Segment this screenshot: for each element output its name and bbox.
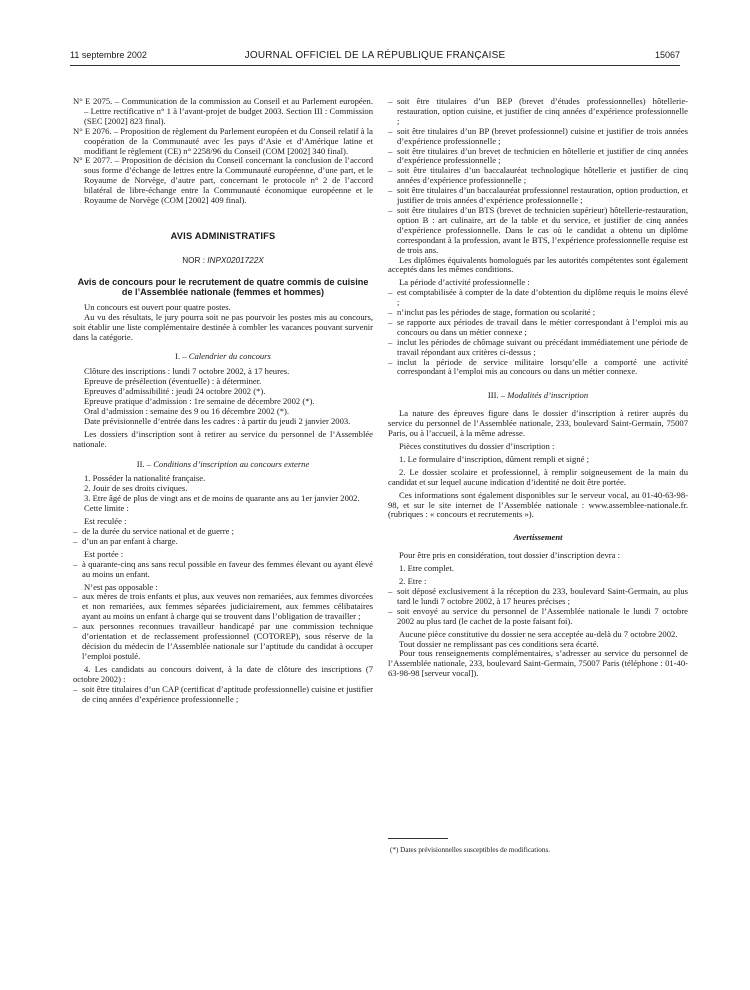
page-header — [70, 50, 680, 64]
pieces-intro: Pièces constitutives du dossier d’inscription : — [399, 441, 555, 451]
nor-reference — [73, 256, 373, 266]
list-item: – aux personnes reconnues travailleur handicapé par une commission technique d’orientation et de reclassement professionnel (COTOREP), sous réserve de la décision du médecin de l’Assemblée nationale sur l’aptitude du candidat à occuper l’emploi postulé. — [73, 621, 373, 661]
nor-label: NOR : — [182, 255, 205, 265]
footnote-rule — [388, 838, 448, 839]
list-item: – soit être titulaires d’un brevet de technicien en hôtellerie et justifier de cinq années d’expérience professionnelle ; — [388, 145, 688, 166]
cette-limite: Cette limite : — [84, 503, 129, 514]
piece-1: 1. Le formulaire d’inscription, dûment rempli et signé ; — [399, 453, 589, 464]
piece-2: 2. Le dossier scolaire et professionnel, à remplir soigneusement de la main du candidat et sur lequel aucune indication d’identité ne doit être portée. — [388, 466, 688, 487]
diplomes-paragraph: Les diplômes équivalents homologués par les autorités compétentes sont également acceptés dans les mêmes conditions. — [388, 254, 688, 275]
list-item: – soit être titulaires d’un BTS (brevet de technicien supérieur) hôtellerie-restauration, option B : art culinaire, art de la table et du service, et justifier de cinq années d’expérience professionnelle. Dans le cas où le candidat a obtenu un diplôme correspondant à la profession, avant le BTS, l’expérience professionnelle requise est de trois ans. — [388, 204, 688, 255]
list-item: – soit être titulaires d’un BEP (brevet d’études professionnelles) hôtellerie-restauration, option cuisine, et justifier de cinq années d’expérience professionnelle ; — [388, 96, 688, 126]
calendar-line: Epreuve pratique d’admission : 1re semaine de décembre 2002 (*). — [84, 396, 315, 407]
list-item: – inclut la période de service militaire lorsqu’elle a comporté une activité correspondant à l’emploi mis au concours ou dans un métier connexe. — [388, 356, 688, 377]
footnote: (*) Dates prévisionnelles susceptibles de modifications. — [390, 846, 551, 854]
calendar-line: Date prévisionnelle d’entrée dans les cadres : à partir du jeudi 2 janvier 2003. — [84, 415, 351, 426]
est-portee: Est portée : — [84, 548, 124, 559]
list-item: – de la durée du service national et de guerre ; — [73, 526, 234, 536]
condition-2: 2. Jouir de ses droits civiques. — [84, 483, 188, 494]
nature-paragraph: La nature des épreuves figure dans le dossier d’inscription à retirer auprès du service du personnel de l’Assemblée nationale, 233, boulevard Saint-Germain, 75007 Paris, ou à l’accueil, à la même adresse. — [388, 408, 688, 439]
nor-value: INPX0201722X — [207, 255, 264, 265]
list-item: – aux mères de trois enfants et plus, aux veuves non remariées, aux femmes divorcées et non remariées, aux femmes séparées judiciairement, aux femmes célibataires ayant au moins un enfant à charge qui se trouvent dans l’obligation de travailler ; — [73, 591, 373, 622]
nest-pas-opposable: N’est pas opposable : — [84, 581, 158, 592]
dossiers-paragraph: Les dossiers d’inscription sont à retirer au service du personnel de l’Assemblée nationale. — [73, 428, 373, 449]
avert-1: 1. Etre complet. — [399, 563, 454, 574]
avis-title: Avis de concours pour le recrutement de quatre commis de cuisine de l’Assemblée nationale (femmes et hommes) — [77, 276, 369, 297]
calendar-line: Epreuve de présélection (éventuelle) : à déterminer. — [84, 376, 262, 387]
intro-paragraph: Un concours est ouvert pour quatre postes. — [84, 301, 231, 312]
list-item: – soit envoyé au service du personnel de l’Assemblée nationale le lundi 7 octobre 2002 au plus tard (le cachet de la poste faisant foi). — [388, 605, 688, 626]
section-title-calendar: I. – Calendrier du concours — [175, 351, 271, 362]
section-title-conditions: II. – Conditions d’inscription au concours externe — [136, 458, 310, 469]
avertissement-title: Avertissement — [513, 532, 563, 543]
calendar-line: Oral d’admission : semaine des 9 ou 16 décembre 2002 (*). — [84, 405, 290, 416]
periode-intro: La période d’activité professionnelle : — [399, 277, 530, 288]
list-item: – inclut les périodes de chômage suivant ou précédant immédiatement une période de travail répondant aux critères ci-dessus ; — [388, 336, 688, 357]
aucune-piece: Aucune pièce constitutive du dossier ne sera acceptée au-delà du 7 octobre 2002. — [399, 628, 678, 639]
list-item: – est comptabilisée à compter de la date d’obtention du diplôme requis le moins élevé ; — [388, 287, 688, 308]
section-heading-avis: AVIS ADMINISTRATIFS — [170, 230, 276, 241]
list-item: – se rapporte aux périodes de travail dans le métier correspondant à l’emploi mis au concours ou dans un métier connexe ; — [388, 316, 688, 337]
list-item: – soit déposé exclusivement à la réception du 233, boulevard Saint-Germain, au plus tard le lundi 7 octobre 2002, à 17 heures précises ; — [388, 585, 688, 606]
right-column — [388, 97, 688, 679]
condition-1: 1. Posséder la nationalité française. — [84, 473, 206, 484]
header-rule — [70, 65, 680, 66]
infos-paragraph: Ces informations sont également disponibles sur le serveur vocal, au 01-40-63-98-98, et sur le site internet de l’Assemblée nationale : www.assemblee-nationale.fr. (rubriques : « concours et recrutements »). — [388, 489, 688, 520]
left-column — [73, 97, 373, 704]
list-item: – soit être titulaires d’un baccalauréat technologique hôtellerie et justifier de cinq années d’expérience professionnelle ; — [388, 165, 688, 186]
e-item: N° E 2075. – Communication de la commission au Conseil et au Parlement européen. – Lettre rectificative n° 1 à l’avant-projet de budget 2003. Section III : Commission (SEC [2002] 823 final). — [73, 96, 373, 126]
journal-title: JOURNAL OFFICIEL DE LA RÉPUBLIQUE FRANÇAISE — [244, 50, 506, 61]
list-item: – soit être titulaires d’un BP (brevet professionnel) cuisine et justifier de trois années d’expérience professionnelle ; — [388, 125, 688, 146]
section-title-modalites: III. – Modalités d’inscription — [487, 390, 589, 401]
calendar-line: Clôture des inscriptions : lundi 7 octobre 2002, à 17 heures. — [84, 366, 290, 377]
condition-4: 4. Les candidats au concours doivent, à la date de clôture des inscriptions (7 octobre 2002) : — [73, 663, 373, 684]
list-item: – n’inclut pas les périodes de stage, formation ou scolarité ; — [388, 307, 596, 318]
page-number: 15067 — [654, 50, 680, 60]
condition-3: 3. Etre âgé de plus de vingt ans et de moins de quarante ans au 1er janvier 2002. — [84, 493, 360, 504]
e-item: N° E 2077. – Proposition de décision du Conseil concernant la conclusion de l’accord sous forme d’échange de lettres entre la Communauté européenne, d’une part, et le Royaume de Norvège, d’autre part, concernant le protocole n° 2 de l’accord bilatéral de libre-échange entre la Communauté économique européenne et le Royaume de Norvège (COM [2002] 409 final). — [73, 155, 373, 206]
header-date: 11 septembre 2002 — [70, 50, 147, 60]
tout-dossier: Tout dossier ne remplissant pas ces conditions sera écarté. — [399, 638, 599, 649]
avert-2: 2. Etre : — [399, 576, 427, 587]
list-item: – soit être titulaires d’un CAP (certificat d’aptitude professionnelle) cuisine et justifier de cinq années d’expérience professionnelle ; — [73, 683, 373, 704]
e-item: N° E 2076. – Proposition de règlement du Parlement européen et du Conseil relatif à la coopération de la Communauté avec les pays d’Asie et d’Amérique latine et modifiant le règlement (CE) n° 2258/96 du Conseil (COM [2002] 340 final). — [73, 125, 373, 156]
list-item: – d’un an par enfant à charge. — [73, 535, 178, 546]
intro-paragraph: Au vu des résultats, le jury pourra soit ne pas pourvoir les postes mis au concours, soit établir une liste complémentaire destinée à combler les vacances pouvant survenir dans la catégorie. — [73, 311, 373, 342]
list-item: – à quarante-cinq ans sans recul possible en faveur des femmes élevant ou ayant élevé au moins un enfant. — [73, 558, 373, 579]
list-item: – soit être titulaires d’un baccalauréat professionnel restauration, option production, et justifier de trois années d’expérience professionnelle ; — [388, 185, 688, 206]
avert-intro: Pour être pris en considération, tout dossier d’inscription devra : — [399, 550, 620, 561]
pour-tous: Pour tous renseignements complémentaires, s’adresser au service du personnel de l’Assemblée nationale, 233, boulevard Saint-Germain, 75007 Paris (téléphone : 01-40-63-98-98 [serveur vocal]). — [388, 648, 688, 679]
calendar-line: Epreuves d’admissibilité : jeudi 24 octobre 2002 (*). — [84, 386, 266, 397]
est-reculee: Est reculée : — [84, 516, 127, 527]
